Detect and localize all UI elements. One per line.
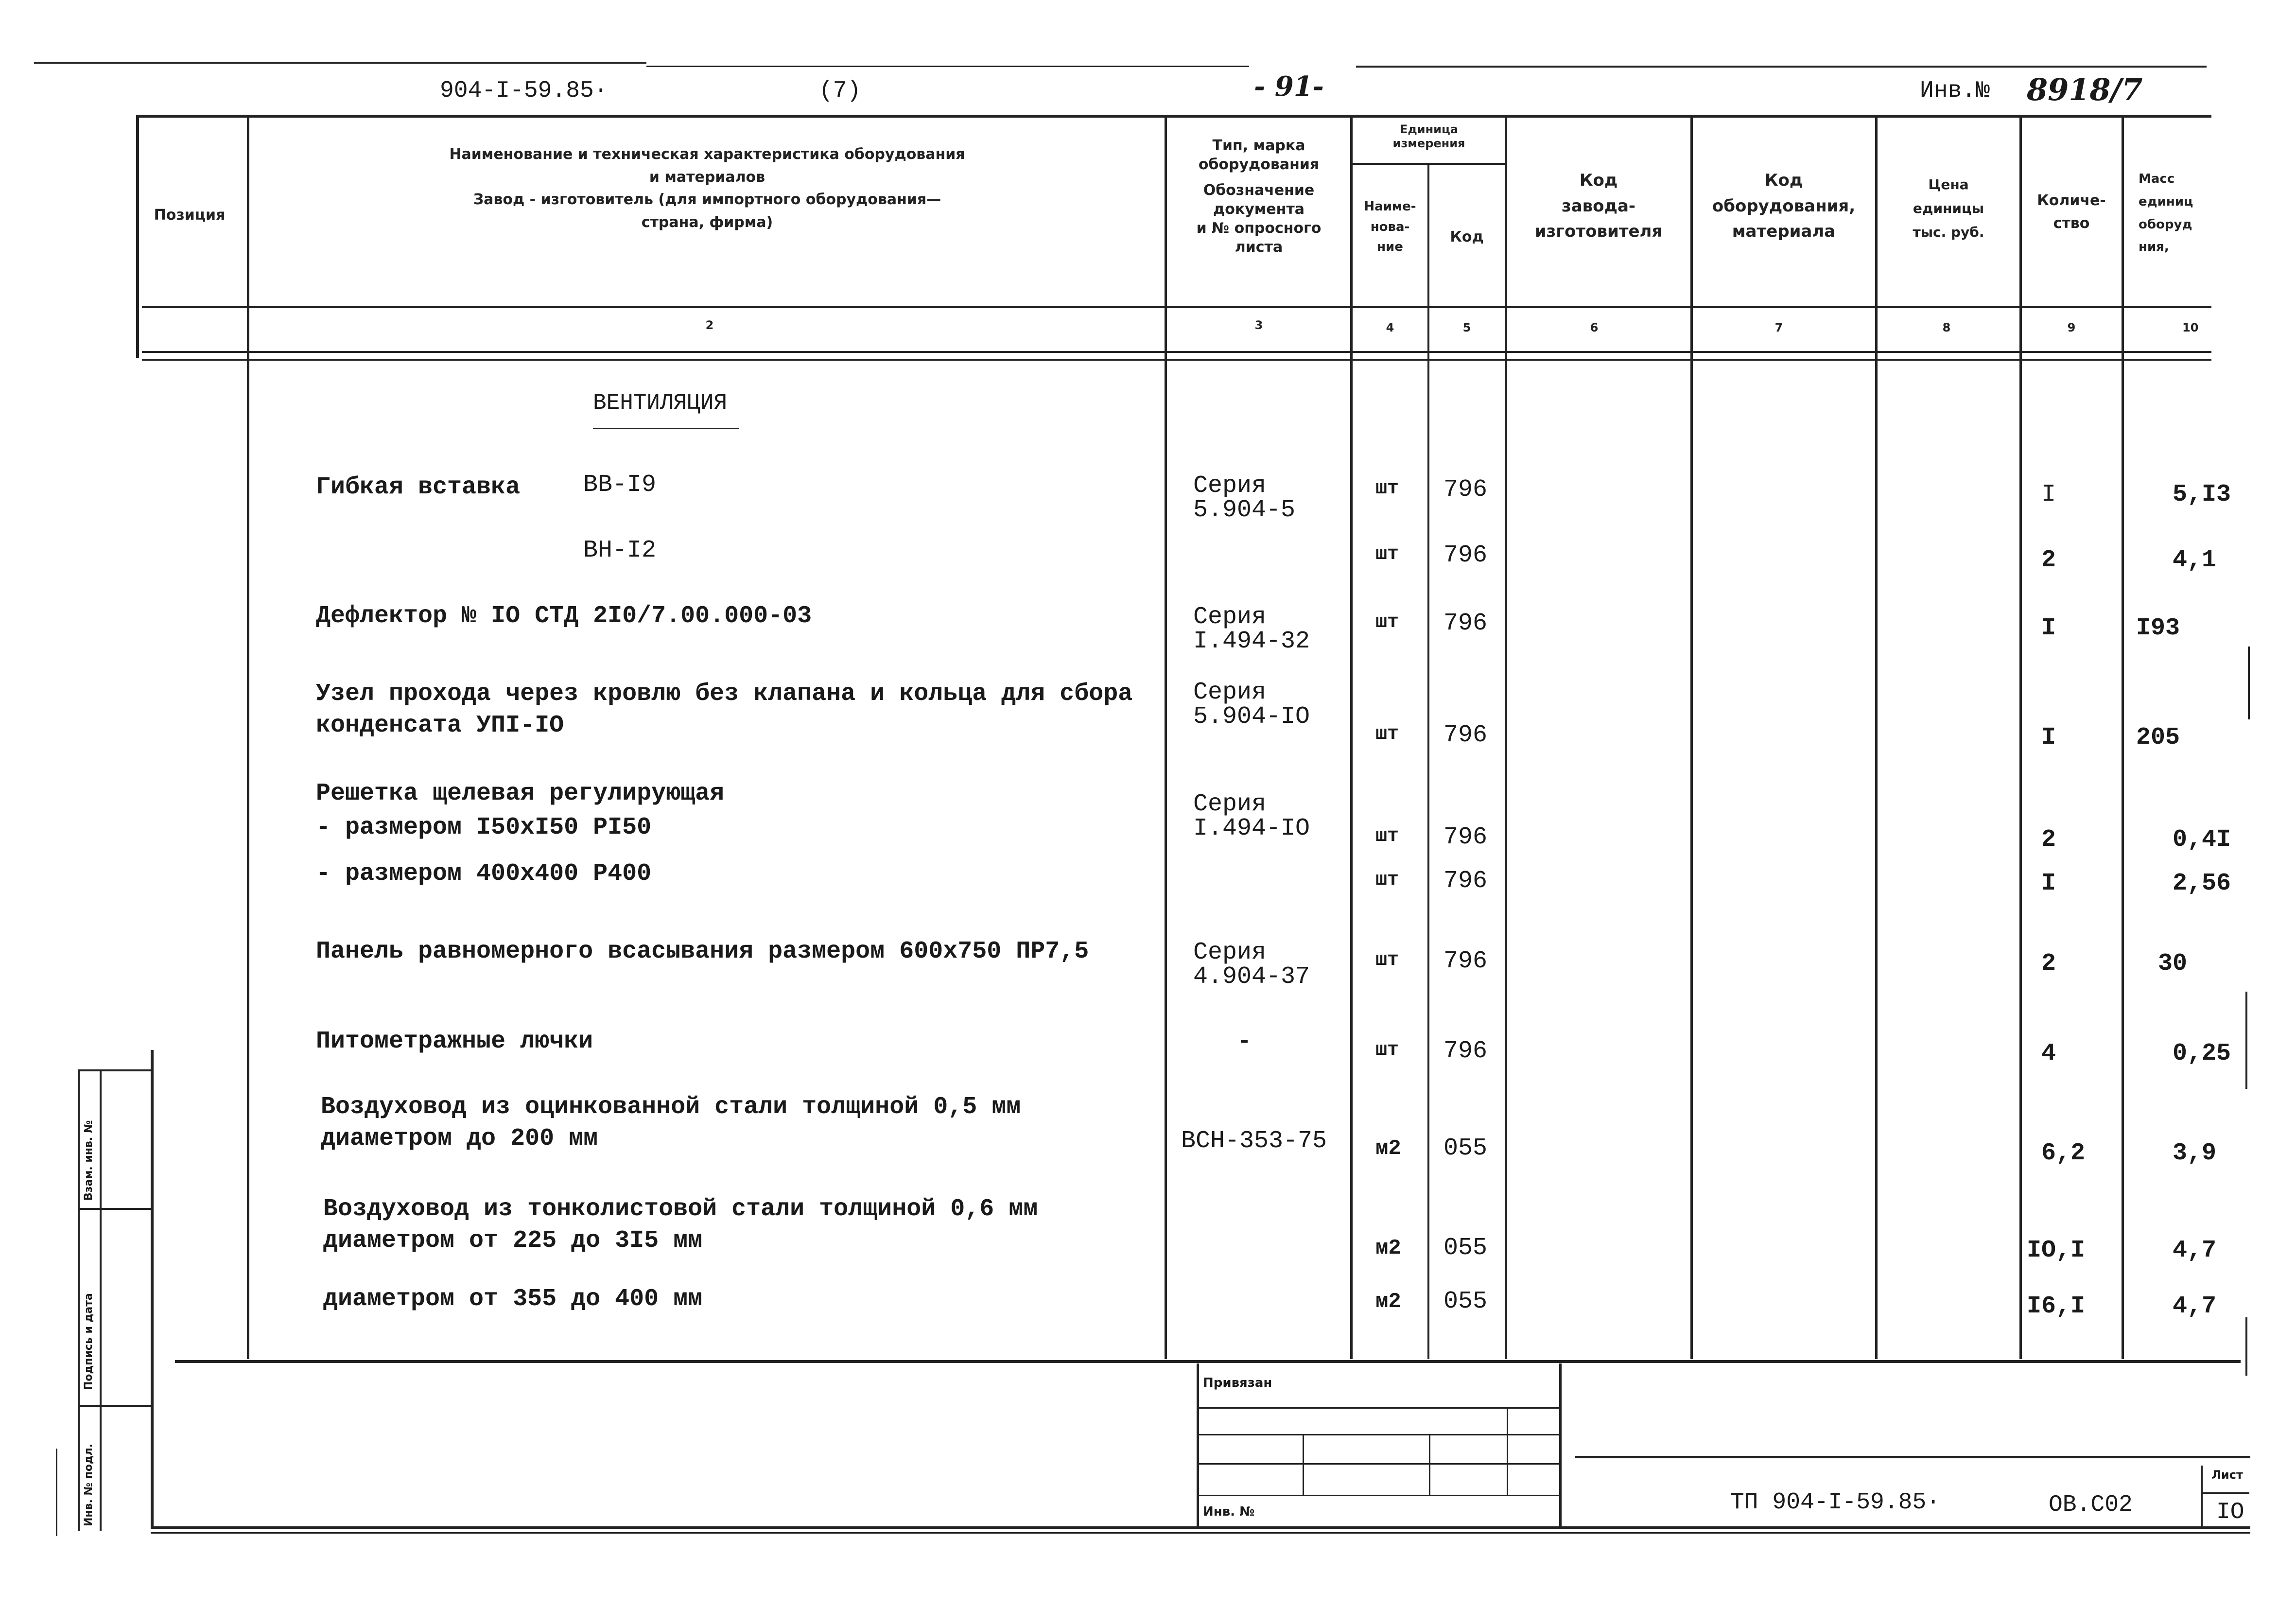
row-name: Узел прохода через кровлю без клапана и кольца для сбора конденсата УПI-IO: [316, 680, 1133, 739]
header-mass: Масс единиц оборуд ния,: [2139, 172, 2193, 255]
row-qty: IO,I: [2027, 1237, 2086, 1264]
row-qty: I: [2041, 614, 2056, 642]
row-code: 796: [1444, 476, 1488, 504]
row-mass: 0,25: [2173, 1040, 2231, 1067]
side-label-signature-date: Подпись и дата: [83, 1293, 95, 1390]
row-qty: 2: [2041, 546, 2056, 574]
row-unit: шт: [1375, 543, 1399, 565]
col-number-3: 3: [1254, 318, 1263, 332]
row-code: 055: [1444, 1135, 1488, 1162]
row-mass: 30: [2158, 950, 2188, 978]
row-unit: шт: [1375, 723, 1399, 745]
row-mass: 4,1: [2173, 546, 2217, 574]
row-name: Дефлектор № IO СТД 2I0/7.00.000-03: [316, 602, 812, 630]
row-mass: 205: [2136, 724, 2180, 752]
stamp-tp-code: ТП 904-I-59.85·: [1730, 1489, 1941, 1516]
row-code: 055: [1444, 1234, 1488, 1262]
row-mark: ВВ-I9: [583, 471, 657, 499]
row-name: Воздуховод из оцинкованной стали толщиной 0,5 мм диаметром до 200 мм: [321, 1093, 1021, 1153]
row-qty: 6,2: [2041, 1139, 2086, 1167]
header-position: Позиция: [154, 207, 226, 224]
header-type-col: Тип, марка оборудования Обозначение документа и № опросного листа: [1196, 137, 1322, 256]
row-unit: м2: [1375, 1236, 1401, 1260]
col-number-2: 2: [705, 318, 714, 332]
row-qty: 2: [2041, 826, 2056, 854]
header-unit-group: Единица измерения: [1392, 122, 1465, 150]
row-unit: шт: [1375, 825, 1399, 847]
col-number-6: 6: [1590, 321, 1599, 334]
row-unit: шт: [1375, 612, 1399, 633]
row-doc: -: [1237, 1028, 1252, 1055]
inv-value: 8918/7: [2027, 72, 2143, 107]
row-code: 796: [1444, 542, 1488, 569]
col-number-4: 4: [1386, 321, 1394, 334]
col-number-9: 9: [2067, 321, 2076, 334]
header-price: Цена единицы тыс. руб.: [1913, 176, 1984, 240]
inv-label: Инв.№: [1920, 78, 1990, 104]
row-doc: ВСН-353-75: [1181, 1127, 1327, 1155]
row-mass: 3,9: [2173, 1139, 2217, 1167]
row-unit: м2: [1375, 1290, 1401, 1314]
header-unit-name: Наиме- нова- ние: [1364, 199, 1416, 255]
row-qty: 4: [2041, 1040, 2056, 1067]
album-number: (7): [819, 78, 861, 104]
row-doc: Серия 5.904-IO: [1193, 679, 1310, 731]
row-qty: 2: [2041, 950, 2056, 978]
row-name: Воздуховод из тонколистовой стали толщиной 0,6 мм диаметром от 225 до 3I5 мм: [323, 1195, 1038, 1255]
row-unit: шт: [1375, 478, 1399, 500]
stamp-inv-no: Инв. №: [1203, 1504, 1255, 1519]
row-name: диаметром от 355 до 400 мм: [323, 1285, 703, 1313]
doc-code: 904-I-59.85·: [440, 78, 608, 104]
row-name: Решетка щелевая регулирующая: [316, 780, 725, 807]
stamp-sheet-code: ОВ.С02: [2049, 1492, 2133, 1518]
row-doc: Серия 5.904-5: [1193, 472, 1296, 524]
row-mass: 4,7: [2173, 1237, 2217, 1264]
row-doc: Серия I.494-IO: [1193, 790, 1310, 842]
header-material-code: Код оборудования, материала: [1712, 171, 1856, 242]
row-name: Гибкая вставка: [316, 473, 521, 501]
row-unit: м2: [1375, 1136, 1401, 1161]
row-qty: I: [2041, 481, 2056, 508]
row-mass: 0,4I: [2173, 826, 2231, 854]
stamp-sheet-label: Лист: [2211, 1468, 2243, 1482]
row-name: - размером 400x400 P400: [316, 860, 652, 888]
row-name: Панель равномерного всасывания размером 600x750 ПР7,5: [316, 938, 1089, 965]
stamp-privyazan: Привязан: [1203, 1376, 1272, 1390]
row-doc: Серия 4.904-37: [1193, 939, 1310, 991]
col-number-5: 5: [1462, 321, 1471, 334]
header-quantity: Количе- ство: [2037, 192, 2106, 232]
header-unit-code: Код: [1450, 228, 1484, 245]
row-unit: шт: [1375, 1039, 1399, 1061]
row-name: Питометражные лючки: [316, 1028, 593, 1055]
row-code: 796: [1444, 721, 1488, 749]
row-mass: 5,I3: [2173, 481, 2231, 508]
row-mark: ВН-I2: [583, 537, 657, 564]
row-name: - размером I50xI50 PI50: [316, 814, 652, 841]
row-code: 796: [1444, 823, 1488, 851]
row-mass: I93: [2136, 614, 2180, 642]
page-number: - 91-: [1254, 70, 1324, 103]
header-name-col: Наименование и техническая характеристика оборудования и материалов Завод - изготовитель (для импортного оборудования— страна, фирма): [449, 146, 965, 231]
row-qty: I: [2041, 870, 2056, 897]
col-number-7: 7: [1774, 321, 1783, 334]
row-mass: 4,7: [2173, 1293, 2217, 1320]
row-code: 796: [1444, 867, 1488, 895]
row-unit: шт: [1375, 949, 1399, 971]
row-code: 796: [1444, 610, 1488, 637]
col-number-8: 8: [1942, 321, 1951, 334]
row-qty: I6,I: [2027, 1293, 2086, 1320]
row-unit: шт: [1375, 869, 1399, 891]
row-code: 796: [1444, 947, 1488, 975]
stamp-sheet-number: IO: [2216, 1499, 2244, 1525]
row-code: 055: [1444, 1288, 1488, 1315]
row-qty: I: [2041, 724, 2056, 752]
side-label-vzam-inv: Взам. инв. №: [83, 1120, 95, 1201]
row-mass: 2,56: [2173, 870, 2231, 897]
row-code: 796: [1444, 1037, 1488, 1065]
section-title: ВЕНТИЛЯЦИЯ: [593, 390, 728, 416]
col-number-10: 10: [2182, 321, 2199, 334]
side-label-inv-podl: Инв. № подл.: [83, 1443, 95, 1526]
header-plant-code: Код завода- изготовителя: [1534, 171, 1663, 242]
row-doc: Серия I.494-32: [1193, 603, 1310, 655]
